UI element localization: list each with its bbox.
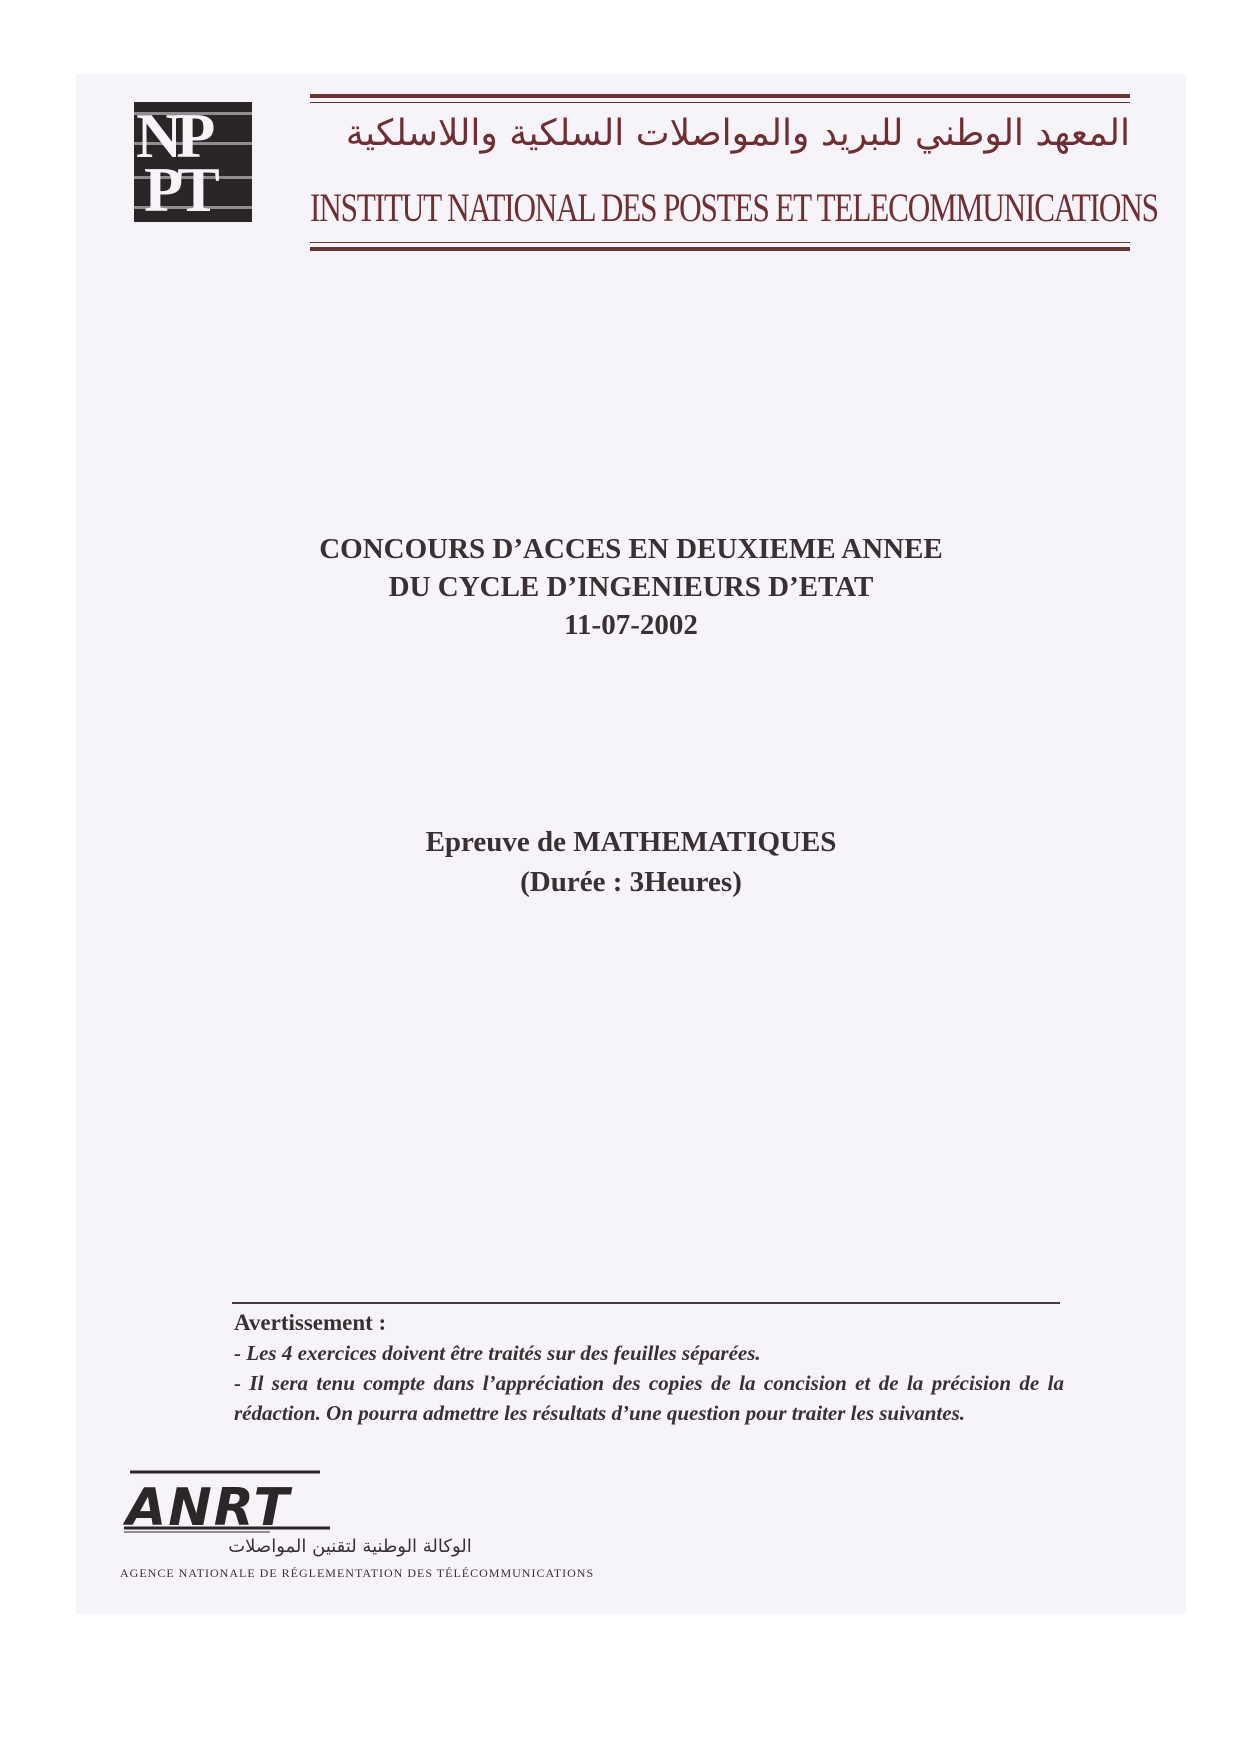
agency-french-name: AGENCE NATIONALE DE RÉGLEMENTATION DES TÉLÉCOMMUNICATIONS bbox=[120, 1566, 595, 1580]
warning-line-1: - Les 4 exercices doivent être traités sur des feuilles séparées. bbox=[234, 1341, 761, 1365]
header-top-rule-thin bbox=[310, 102, 1130, 103]
institute-french-name: INSTITUT NATIONAL DES POSTES ET TELECOMMUNICATIONS bbox=[310, 185, 1158, 230]
inpt-logo bbox=[134, 102, 252, 222]
contest-line-2: DU CYCLE D’INGENIEURS D’ETAT bbox=[388, 571, 874, 603]
contest-date: 11-07-2002 bbox=[564, 609, 698, 641]
contest-title bbox=[76, 530, 1186, 644]
logo-text-top: NP bbox=[136, 102, 210, 171]
anrt-logo-text: ANRT bbox=[126, 1478, 291, 1538]
header-bottom-rule bbox=[310, 247, 1130, 251]
agency-arabic-name: الوكالة الوطنية لتقنين المواصلات bbox=[228, 1536, 472, 1557]
institute-arabic-name: المعهد الوطني للبريد والمواصلات السلكية واللاسلكية bbox=[345, 113, 1130, 154]
header-top-rule bbox=[310, 94, 1130, 98]
warning-rule bbox=[232, 1302, 1060, 1304]
logo-text-bottom: PT bbox=[144, 154, 214, 222]
exam-duration: (Durée : 3Heures) bbox=[520, 866, 742, 898]
header-bottom-rule-thin bbox=[310, 242, 1130, 243]
exam-subject: Epreuve de MATHEMATIQUES bbox=[425, 826, 837, 858]
warning-line-2: - Il sera tenu compte dans l’appréciation des copies de la concision et de la précision de la rédaction. On pourra admettre les résultats d’une question pour traiter les suivantes. bbox=[234, 1371, 1064, 1425]
contest-line-1: CONCOURS D’ACCES EN DEUXIEME ANNEE bbox=[319, 533, 943, 565]
warning-block bbox=[234, 1308, 1064, 1428]
warning-title: Avertissement : bbox=[234, 1310, 387, 1335]
exam-title bbox=[76, 822, 1186, 902]
